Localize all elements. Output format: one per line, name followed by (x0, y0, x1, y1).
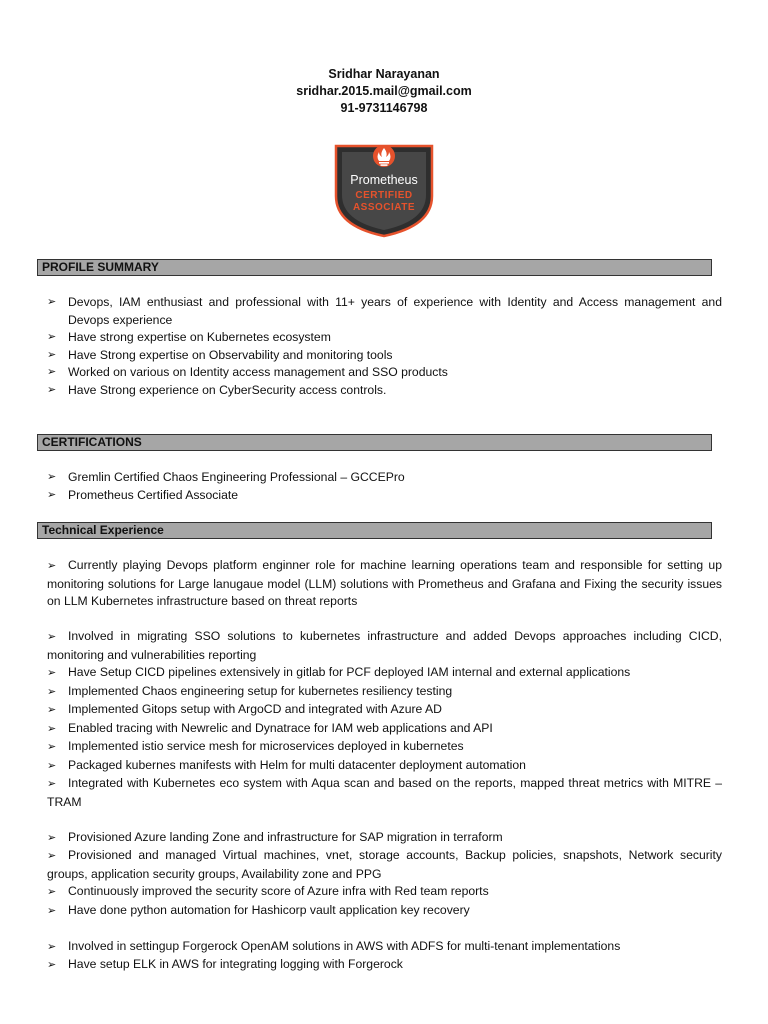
arrow-bullet-icon: ➢ (47, 685, 57, 698)
list-item: ➢ Provisioned Azure landing Zone and infrastructure for SAP migration in terraform (47, 829, 722, 848)
badge-prometheus-text: Prometheus (350, 173, 418, 187)
arrow-bullet-icon: ➢ (47, 471, 57, 483)
list-item: ➢ Continuously improved the security score of Azure infra with Red team reports (47, 883, 722, 902)
arrow-bullet-icon: ➢ (47, 348, 57, 361)
arrow-bullet-icon: ➢ (47, 778, 57, 790)
certifications-heading: CERTIFICATIONS (37, 434, 712, 451)
candidate-email: sridhar.2015.mail@gmail.com (296, 84, 472, 98)
list-item: ➢ Implemented Gitops setup with ArgoCD and integrated with Azure AD (47, 701, 722, 720)
arrow-bullet-icon: ➢ (47, 667, 57, 679)
arrow-bullet-icon: ➢ (47, 560, 57, 572)
arrow-bullet-icon: ➢ (47, 296, 57, 308)
arrow-bullet-icon: ➢ (47, 631, 57, 643)
spacer (47, 811, 722, 829)
candidate-name: Sridhar Narayanan (328, 67, 440, 81)
list-item: ➢ Involved in migrating SSO solutions to kubernetes infrastructure and added Devops approaches including CICD, monitoring and vulnerabilities reporting (47, 629, 722, 662)
arrow-bullet-icon: ➢ (47, 959, 57, 971)
arrow-bullet-icon: ➢ (47, 850, 57, 862)
arrow-bullet-icon: ➢ (47, 886, 57, 898)
arrow-bullet-icon: ➢ (47, 759, 57, 772)
spacer (47, 920, 722, 938)
badge-associate-text: ASSOCIATE (352, 202, 416, 213)
certifications-list (47, 469, 722, 504)
contact-header (0, 66, 768, 117)
list-item: ➢ Prometheus Certified Associate (47, 487, 722, 505)
prometheus-certified-badge (330, 138, 438, 238)
list-item: ➢ Enabled tracing with Newrelic and Dynatrace for IAM web applications and API (47, 720, 722, 739)
arrow-bullet-icon: ➢ (47, 722, 57, 735)
list-item: ➢ Have done python automation for Hashicorp vault application key recovery (47, 902, 722, 921)
list-item: ➢ Implemented istio service mesh for microservices deployed in kubernetes (47, 738, 722, 757)
arrow-bullet-icon: ➢ (47, 331, 57, 343)
prometheus-flame-icon (373, 145, 395, 167)
list-item: ➢ Gremlin Certified Chaos Engineering Professional – GCCEPro (47, 469, 722, 487)
profile-summary-list (47, 294, 722, 399)
arrow-bullet-icon: ➢ (47, 383, 57, 396)
candidate-phone: 91-9731146798 (340, 101, 428, 115)
list-item: ➢ Currently playing Devops platform enginner role for machine learning operations team and responsible for setting up monitoring solutions for Large lanugaue model (LLM) solutions with Prometheus and Grafana and Fixing the security issues on LLM Kubernetes infrastructure based on threat reports (47, 558, 722, 608)
technical-experience-section (47, 557, 722, 975)
list-item: ➢ Have setup ELK in AWS for integrating logging with Forgerock (47, 956, 722, 975)
arrow-bullet-icon: ➢ (47, 904, 57, 917)
list-item: ➢ Implemented Chaos engineering setup for kubernetes resiliency testing (47, 683, 722, 702)
arrow-bullet-icon: ➢ (47, 831, 57, 844)
technical-experience-heading: Technical Experience (37, 522, 712, 539)
spacer (47, 611, 722, 629)
arrow-bullet-icon: ➢ (47, 488, 57, 501)
profile-summary-heading: PROFILE SUMMARY (37, 259, 712, 276)
list-item: ➢ Have Strong experience on CyberSecurity access controls. (47, 382, 722, 400)
certifications-section (47, 469, 722, 504)
list-item: ➢ Devops, IAM enthusiast and professional with 11+ years of experience with Identity and Access management and Devops experience (47, 295, 722, 327)
badge-certified-text: CERTIFIED (355, 190, 413, 201)
list-item: ➢ Integrated with Kubernetes eco system with Aqua scan and based on the reports, mapped threat metrics with MITRE – TRAM (47, 776, 722, 809)
list-item: ➢ Have Setup CICD pipelines extensively in gitlab for PCF deployed IAM internal and external applications (47, 664, 722, 683)
list-item: ➢ Packaged kubernes manifests with Helm for multi datacenter deployment automation (47, 757, 722, 776)
arrow-bullet-icon: ➢ (47, 940, 57, 953)
arrow-bullet-icon: ➢ (47, 704, 57, 716)
list-item: ➢ Involved in settingup Forgerock OpenAM solutions in AWS with ADFS for multi-tenant implementations (47, 938, 722, 957)
list-item: ➢ Provisioned and managed Virtual machines, vnet, storage accounts, Backup policies, snapshots, Network security groups, application security groups, Availability zone and PPG (47, 848, 722, 881)
arrow-bullet-icon: ➢ (47, 741, 57, 753)
list-item: ➢ Have strong expertise on Kubernetes ecosystem (47, 329, 722, 347)
profile-summary-section (47, 294, 722, 399)
list-item: ➢ Have Strong expertise on Observability and monitoring tools (47, 347, 722, 365)
arrow-bullet-icon: ➢ (47, 366, 57, 378)
list-item: ➢ Worked on various on Identity access management and SSO products (47, 364, 722, 382)
